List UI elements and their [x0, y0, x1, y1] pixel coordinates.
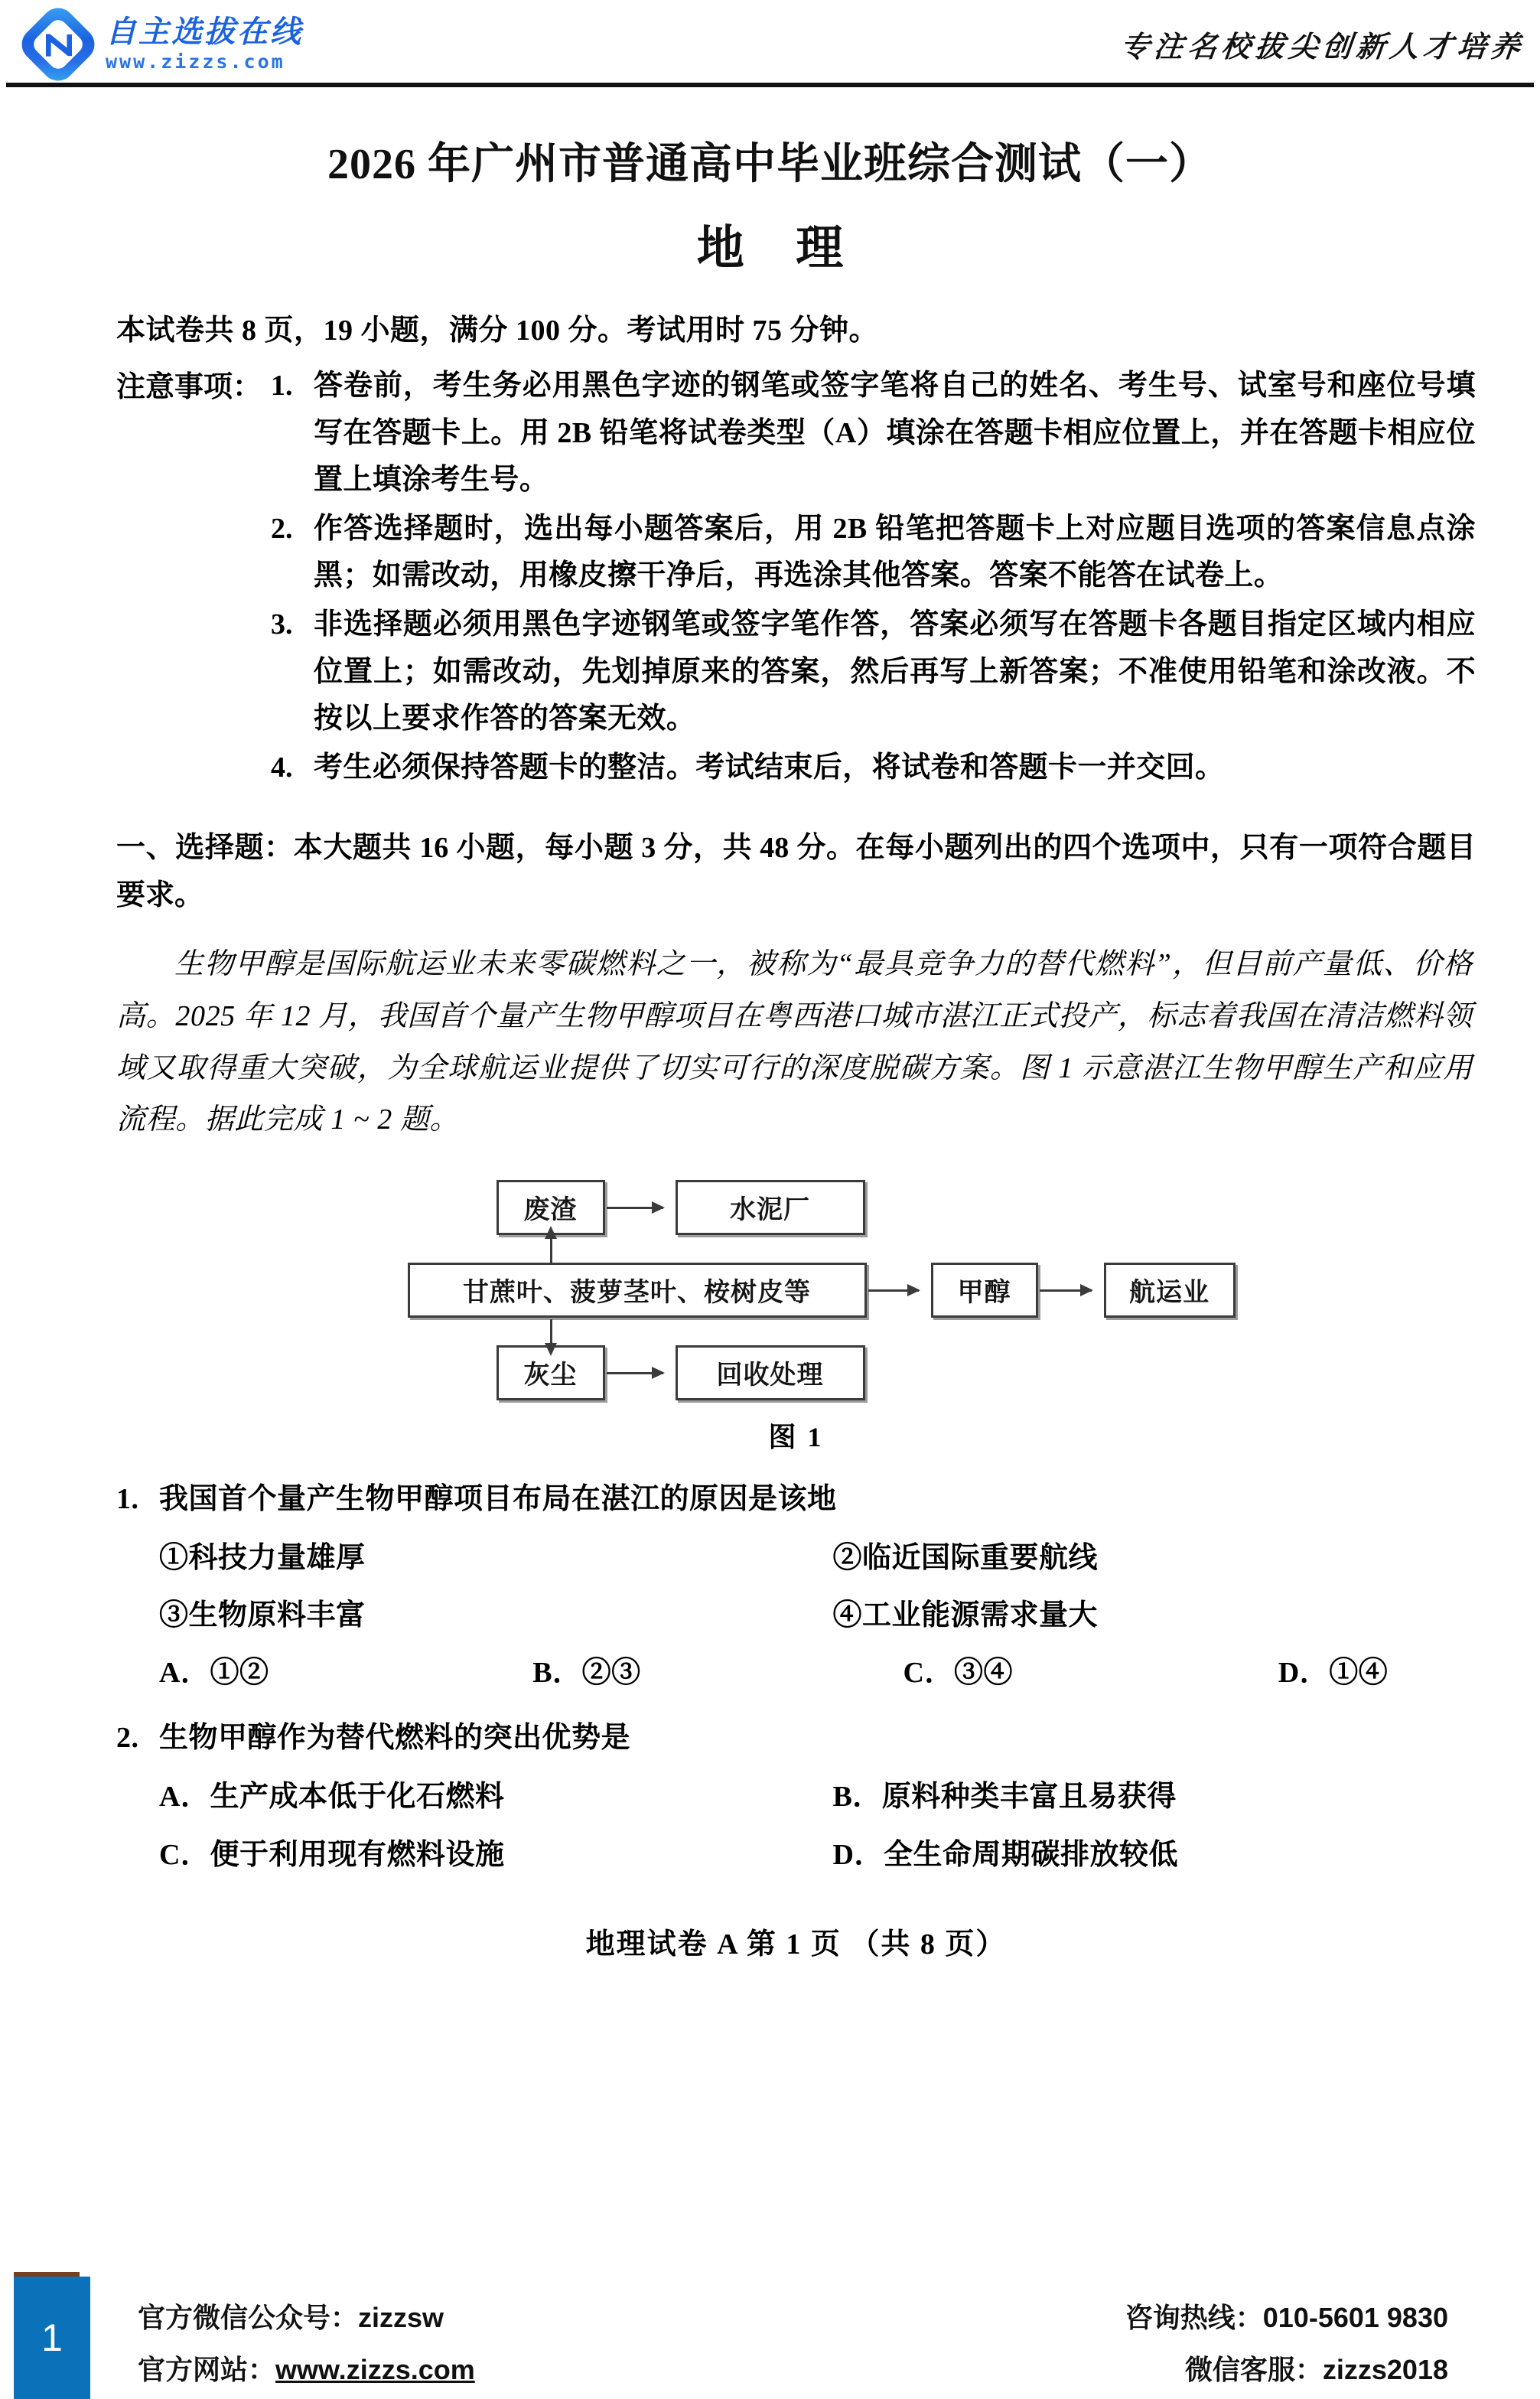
page-number-badge: 1 [14, 2277, 90, 2399]
question-1-statement-4: ④工业能源需求量大 [832, 1599, 1099, 1631]
arrow-dust-to-recycling [607, 1372, 663, 1374]
question-1-statement-1: ①科技力量雄厚 [159, 1541, 366, 1574]
exam-body [64, 311, 1476, 1962]
flow-box-waste-residue: 废渣 [497, 1180, 605, 1235]
note-item [271, 601, 1476, 743]
logo-z-glyph: Z [37, 32, 79, 57]
question-1 [116, 1478, 1476, 1694]
note-number: 3. [271, 608, 293, 641]
logo-diamond-icon [20, 6, 96, 83]
site-header [0, 0, 1540, 93]
flow-diagram [399, 1172, 1240, 1394]
note-number: 4. [271, 751, 293, 784]
notes-list [262, 363, 1476, 793]
contact-right-block [1125, 2292, 1448, 2397]
note-text: 考生必须保持答题卡的整洁。考试结束后，将试卷和答题卡一并交回。 [314, 751, 1225, 784]
arrow-feedstock-to-methanol [868, 1289, 919, 1292]
passage-text: 生物甲醇是国际航运业未来零碳燃料之一，被称为“最具竞争力的替代燃料”，但目前产量低、价格高。2025 年 12 月，我国首个量产生物甲醇项目在粤西港口城市湛江正式投产，标志着我国在清洁燃料领域又取得重大突破，为全球航运业提供了切实可行的深度脱碳方案。图 1 示意湛江生物甲醇生产和应用流程。据此完成 1 ~ 2 题。 [116, 948, 1473, 1136]
wechat-customer-service: 微信客服：zizzs2018 [1184, 2354, 1448, 2386]
question-2-option-d[interactable]: D．全生命周期碳排放较低 [832, 1838, 1178, 1871]
exam-notes [116, 363, 1476, 793]
exam-sheet [0, 93, 1540, 1962]
note-text: 作答选择题时，选出每小题答案后，用 2B 铅笔把答题卡上对应题目选项的答案信息点涂黑；如需改动，用橡皮擦干净后，再选涂其他答案。答案不能答在试卷上。 [314, 512, 1476, 592]
arrow-waste-to-cement [607, 1207, 663, 1209]
bottom-bar [0, 2277, 1540, 2399]
question-1-option-b[interactable]: B．②③ [532, 1657, 641, 1690]
question-2-options-row-2 [116, 1835, 1476, 1876]
question-2 [116, 1716, 1476, 1875]
question-1-stem-text: 我国首个量产生物甲醇项目布局在湛江的原因是该地 [159, 1482, 837, 1515]
flow-box-recycling: 回收处理 [676, 1345, 865, 1400]
question-1-option-a[interactable]: A．①② [159, 1657, 269, 1690]
question-1-statement-2: ②临近国际重要航线 [832, 1541, 1099, 1574]
official-website-line[interactable] [138, 2344, 475, 2396]
question-2-options-row-1 [116, 1777, 1476, 1817]
logo-brand-name: 自主选拔在线 [106, 15, 303, 50]
question-2-stem [116, 1716, 1476, 1760]
question-1-statements-row-2 [116, 1596, 1476, 1636]
logo-text-block [106, 15, 303, 73]
section-heading-text: 一、选择题：本大题共 16 小题，每小题 3 分，共 48 分。在每小题列出的四个选项中，只有一项符合题目要求。 [116, 832, 1476, 911]
note-text: 非选择题必须用黑色字迹钢笔或签字笔作答，答案必须写在答题卡各题目指定区域内相应位置上；如需改动，先划掉原来的答案，然后再写上新答案；不准使用铅笔和涂改液。不按以上要求作答的答案无效。 [314, 608, 1476, 735]
question-1-statements-row-1 [116, 1538, 1476, 1579]
notes-label: 注意事项： [116, 371, 262, 404]
arrow-feedstock-to-waste [550, 1237, 552, 1263]
flow-box-dust: 灰尘 [497, 1345, 605, 1400]
exam-subject: 地 理 [696, 223, 864, 275]
note-item [271, 363, 1476, 504]
question-1-statement-3: ③生物原料丰富 [159, 1599, 366, 1631]
header-tagline: 专注名校拔尖创新人才培养 [1118, 31, 1526, 64]
flow-box-feedstock: 甘蔗叶、菠萝茎叶、桉树皮等 [408, 1263, 867, 1318]
figure-1-caption: 图 1 [768, 1421, 824, 1452]
flow-box-methanol: 甲醇 [931, 1263, 1038, 1318]
question-1-option-c[interactable]: C．③④ [903, 1657, 1013, 1690]
note-number: 1. [271, 370, 293, 403]
question-1-options [116, 1653, 1476, 1693]
exam-info-line: 本试卷共 8 页，19 小题，满分 100 分。考试用时 75 分钟。 [116, 315, 879, 347]
logo-website-url: www.zizzs.com [106, 51, 285, 73]
figure-1 [116, 1172, 1476, 1402]
note-text: 答卷前，考生务必用黑色字迹的钢笔或签字笔将自己的姓名、考生号、试室号和座位号填写在答题卡上。用 2B 铅笔将试卷类型（A）填涂在答题卡相应位置上，并在答题卡相应位置上填涂考生号。 [314, 370, 1476, 497]
question-2-option-b[interactable]: B．原料种类丰富且易获得 [832, 1781, 1177, 1814]
page-footer-text: 地理试卷 A 第 1 页 （共 8 页） [585, 1928, 1007, 1961]
question-2-option-a[interactable]: A．生产成本低于化石燃料 [159, 1781, 505, 1814]
site-logo[interactable] [20, 6, 303, 83]
note-item [271, 506, 1476, 600]
official-website-label: 官方网站： [138, 2354, 276, 2386]
question-1-number: 1. [116, 1482, 139, 1515]
wechat-official-account: 官方微信公众号：zizzsw [138, 2302, 444, 2333]
question-1-option-d[interactable]: D．①④ [1278, 1657, 1389, 1690]
official-website-url[interactable]: www.zizzs.com [275, 2354, 475, 2386]
flow-box-shipping: 航运业 [1104, 1263, 1236, 1318]
note-number: 2. [271, 512, 293, 545]
arrow-feedstock-to-dust [550, 1319, 552, 1345]
question-2-stem-text: 生物甲醇作为替代燃料的突出优势是 [159, 1722, 631, 1755]
note-item [271, 745, 1476, 792]
question-1-stem [116, 1478, 1476, 1521]
header-divider [6, 83, 1534, 87]
exam-title: 2026 年广州市普通高中毕业班综合测试（一） [327, 141, 1213, 188]
section-heading [116, 825, 1476, 919]
question-2-number: 2. [116, 1722, 139, 1755]
contact-left-block [138, 2292, 475, 2397]
flow-box-cement-plant: 水泥厂 [676, 1180, 865, 1235]
arrow-methanol-to-shipping [1040, 1289, 1092, 1292]
question-2-option-c[interactable]: C．便于利用现有燃料设施 [159, 1838, 505, 1871]
consult-hotline: 咨询热线：010-5601 9830 [1125, 2302, 1448, 2333]
